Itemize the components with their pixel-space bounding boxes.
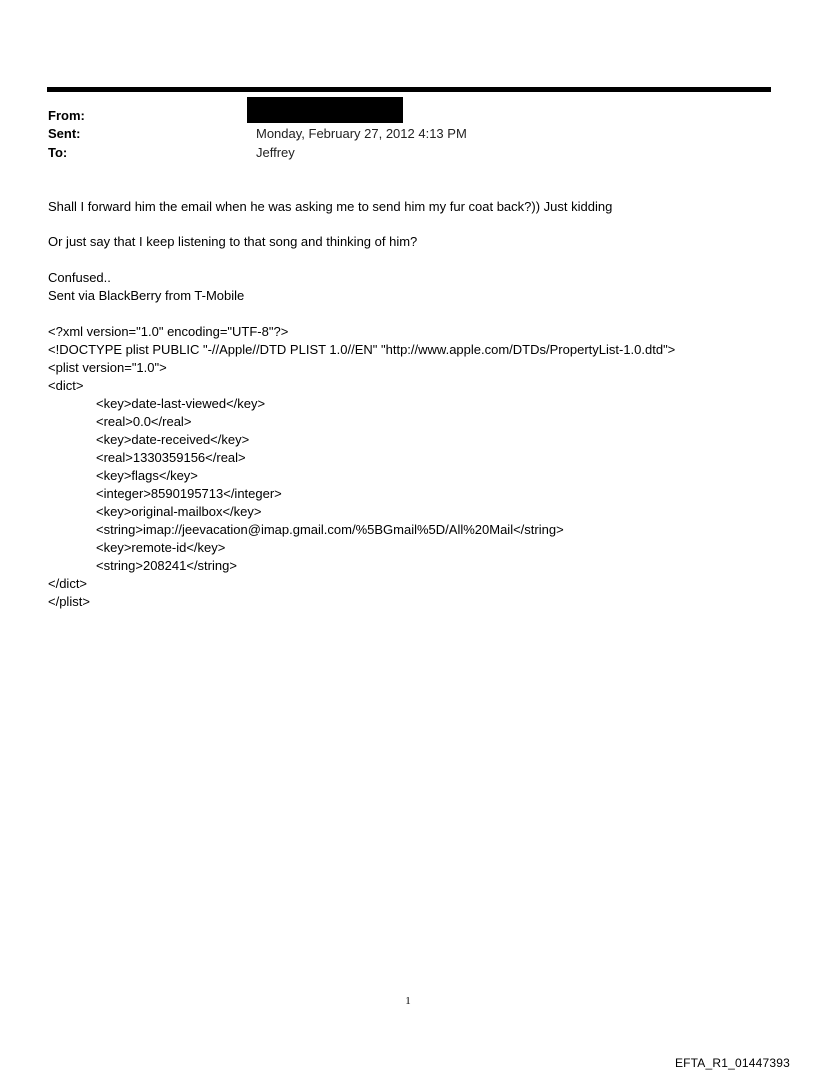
plist-close-tag: </plist> — [48, 594, 90, 609]
dict-open-tag: <dict> — [48, 378, 84, 393]
plist-entry: <real>1330359156</real> — [96, 450, 246, 465]
to-label: To: — [48, 145, 68, 160]
header-rule — [47, 87, 771, 92]
from-label: From: — [48, 108, 85, 123]
plist-entry: <key>remote-id</key> — [96, 540, 226, 555]
redaction-block — [247, 97, 403, 123]
plist-entry: <key>flags</key> — [96, 468, 198, 483]
message-line-3: Confused.. — [48, 270, 111, 285]
plist-entry: <key>date-last-viewed</key> — [96, 396, 266, 411]
plist-entry: <string>208241</string> — [96, 558, 237, 573]
sent-value: Monday, February 27, 2012 4:13 PM — [256, 126, 467, 141]
doctype-line: <!DOCTYPE plist PUBLIC "-//Apple//DTD PLIST 1.0//EN" "http://www.apple.com/DTDs/PropertyList-1.0.dtd"> — [48, 342, 676, 357]
plist-entry: <key>date-received</key> — [96, 432, 250, 447]
sent-label: Sent: — [48, 126, 81, 141]
plist-entry: <integer>8590195713</integer> — [96, 486, 282, 501]
plist-entry: <key>original-mailbox</key> — [96, 504, 262, 519]
page-number: 1 — [405, 995, 411, 1007]
xml-declaration: <?xml version="1.0" encoding="UTF-8"?> — [48, 324, 289, 339]
signature-line: Sent via BlackBerry from T-Mobile — [48, 288, 245, 303]
plist-entry: <real>0.0</real> — [96, 414, 192, 429]
plist-entry: <string>imap://jeevacation@imap.gmail.com/%5BGmail%5D/All%20Mail</string> — [96, 522, 564, 537]
message-line-2: Or just say that I keep listening to that song and thinking of him? — [48, 234, 418, 249]
bates-number: EFTA_R1_01447393 — [674, 1056, 790, 1070]
dict-close-tag: </dict> — [48, 576, 88, 591]
to-value: Jeffrey — [256, 145, 295, 160]
message-line-1: Shall I forward him the email when he was asking me to send him my fur coat back?)) Just kidding — [48, 199, 613, 214]
plist-open-tag: <plist version="1.0"> — [48, 360, 167, 375]
